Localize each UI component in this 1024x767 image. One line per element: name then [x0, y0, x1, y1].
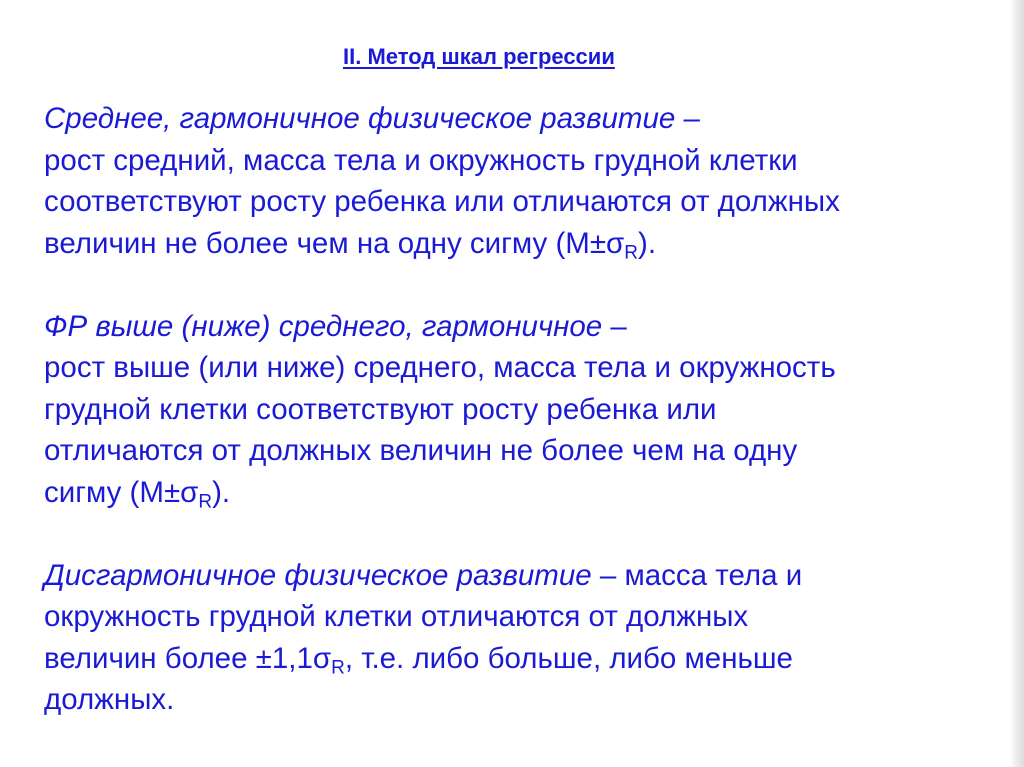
text-fragment: величин не более чем на одну сигму (М±σ — [44, 226, 625, 260]
sigma-subscript: R — [198, 490, 213, 512]
paragraph-gap — [44, 264, 1004, 306]
paragraph-above-below-average — [44, 306, 1004, 514]
sigma-subscript: R — [624, 241, 638, 263]
slide-body — [44, 98, 1004, 721]
text-line: окружность грудной клетки отличаются от должных — [44, 600, 749, 633]
sigma-subscript: R — [331, 656, 345, 678]
text-line: рост выше (или ниже) среднего, масса тела и окружность — [44, 351, 836, 384]
text-line — [44, 555, 1004, 597]
term-heading: Среднее, гармоничное физическое развитие – — [44, 102, 700, 135]
text-line-with-sigma — [44, 223, 1004, 265]
text-line: грудной клетки соответствуют росту ребенка или — [44, 392, 717, 426]
text-fragment: – масса тела и — [591, 558, 803, 592]
paragraph-gap — [44, 513, 1004, 555]
text-line: соответствуют росту ребенка или отличаются от должных — [44, 185, 840, 218]
text-line: рост средний, масса тела и окружность грудной клетки — [44, 143, 798, 177]
slide-title: II. Метод шкал регрессии — [343, 44, 615, 69]
text-line-with-sigma — [44, 472, 1004, 514]
text-fragment: величин более ±1,1σ — [44, 641, 332, 675]
paragraph-disharmonious — [44, 555, 1004, 721]
slide-edge-shadow — [1010, 0, 1024, 767]
text-fragment: ). — [212, 475, 231, 509]
text-line-with-sigma — [44, 638, 1004, 680]
paragraph-average-harmonious — [44, 98, 1004, 264]
text-fragment: , т.е. либо больше, либо меньше — [344, 641, 793, 675]
term-heading: Дисгармоничное физическое развитие — [44, 558, 592, 592]
text-line: должных. — [44, 683, 175, 716]
text-fragment: сигму (М±σ — [44, 475, 199, 509]
text-fragment: ). — [638, 226, 657, 260]
term-heading: ФР выше (ниже) среднего, гармоничное – — [44, 309, 627, 343]
text-line: отличаются от должных величин не более чем на одну — [44, 434, 798, 467]
